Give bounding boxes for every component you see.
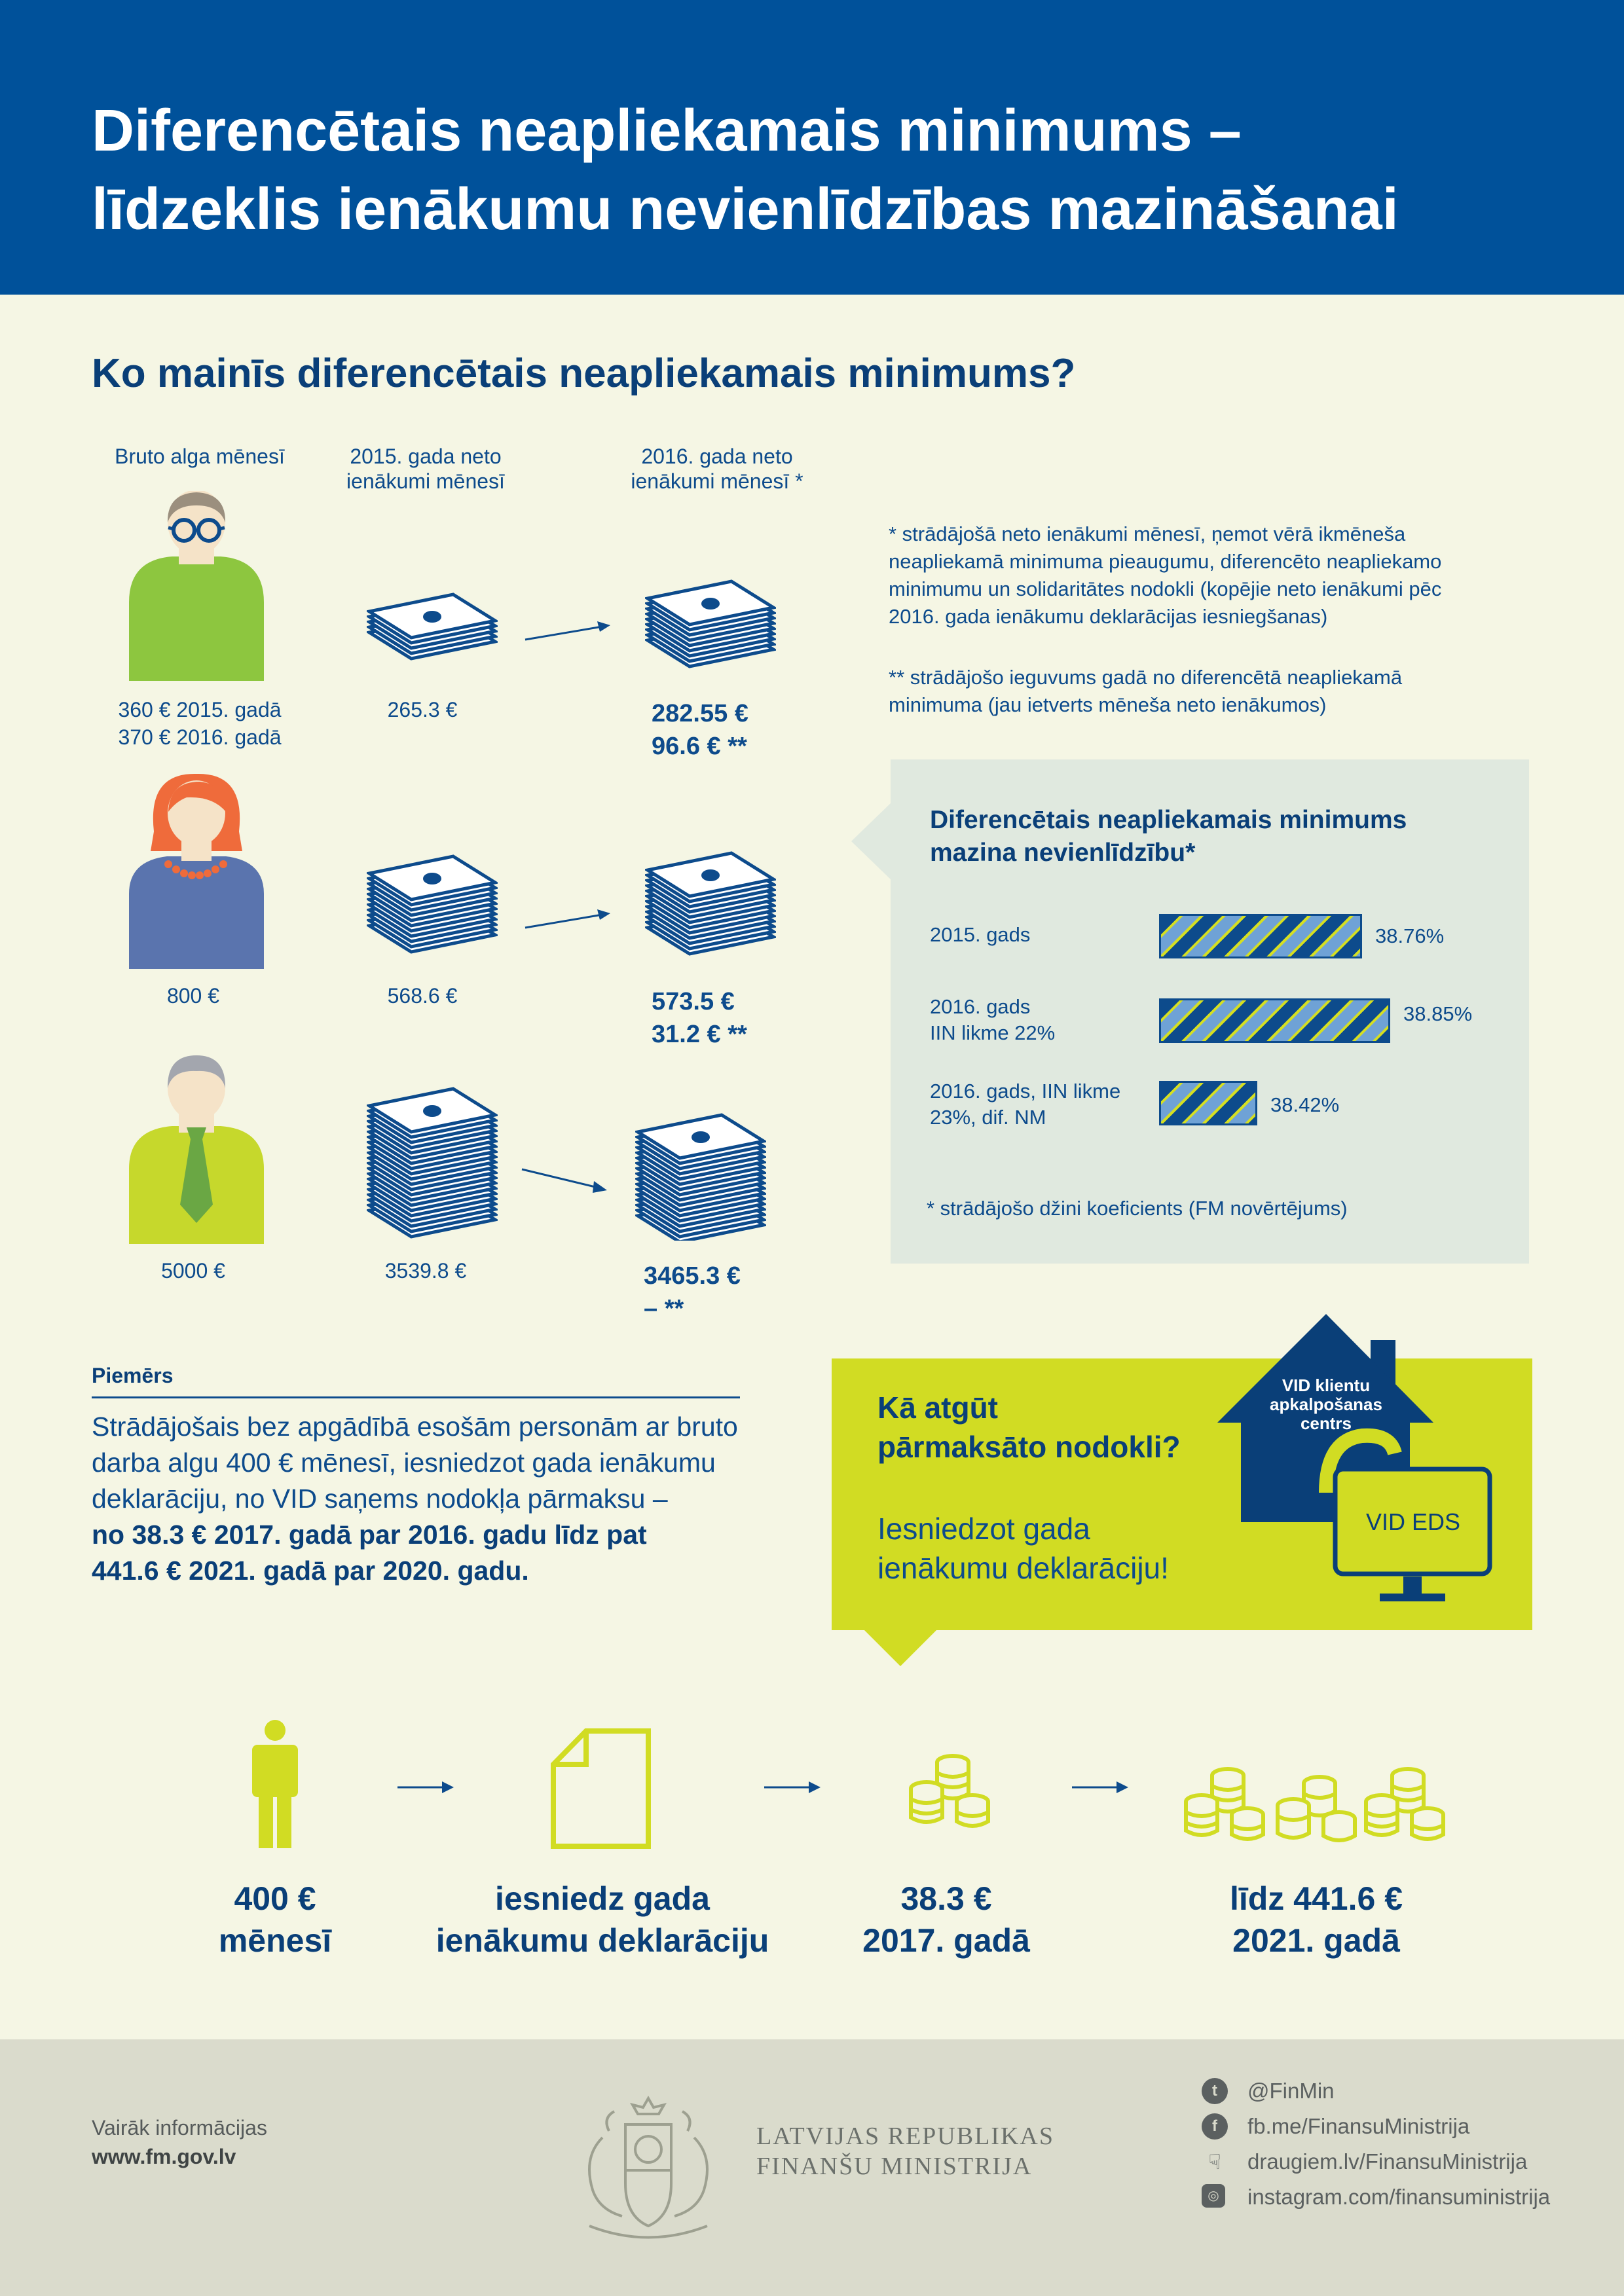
ministry-name (756, 2121, 1054, 2181)
step-1-label-line-2: mēnesī (218, 1922, 332, 1959)
gini-bar-label-2016-22 (930, 994, 1166, 1046)
gini-bar-label-2016-22-line-1: 2016. gads (930, 995, 1031, 1018)
gini-bar-value-2015: 38.76% (1375, 924, 1445, 947)
section-title: Ko mainīs diferencētais neapliekamais minimums? (92, 351, 1076, 396)
page-title-line-2: līdzeklis ienākumu nevienlīdzības mazināšanai (92, 177, 1399, 242)
row-2-net-2015: 568.6 € (387, 984, 458, 1008)
money-stack-icon (367, 851, 498, 956)
page-title (92, 92, 1565, 249)
arrow-right-icon (763, 1777, 822, 1797)
gini-panel-title-line-2: mazina nevienlīdzību* (930, 839, 1196, 867)
example-text (92, 1409, 747, 1589)
row-2-gross: 800 € (166, 984, 220, 1008)
example-text-line-3: deklarāciju, no VID saņems nodokļa pārmaksu – (92, 1484, 668, 1514)
gini-bar-2016-23 (1159, 1081, 1257, 1125)
row-3-net-2016: 3465.3 € (644, 1262, 741, 1290)
step-1-label (144, 1878, 406, 1961)
arrow-right-icon (396, 1777, 455, 1797)
example-text-line-4: no 38.3 € 2017. gadā par 2016. gadu līdz pat (92, 1520, 647, 1550)
example-heading: Piemērs (92, 1364, 174, 1387)
money-stack-icon (367, 589, 498, 668)
row-1-net-2016: 282.55 € (652, 700, 748, 727)
footer-website-link[interactable]: www.fm.gov.lv (92, 2145, 236, 2168)
ministry-name-line-1: LATVIJAS REPUBLIKAS (756, 2123, 1054, 2150)
row-3-net-2015: 3539.8 € (384, 1259, 467, 1283)
draugiem-icon: ☟ (1208, 2150, 1221, 2174)
row-1-gross-line-2: 370 € 2016. gadā (118, 725, 282, 749)
step-3-label (809, 1878, 1084, 1961)
column-header-bruto: Bruto alga mēnesī (115, 445, 285, 468)
money-stack-icon (645, 576, 776, 674)
house-label-line-1: VID klientu (1282, 1376, 1371, 1395)
gini-panel-title-line-1: Diferencētais neapliekamais minimums (930, 806, 1407, 834)
example-text-line-1: Strādājošais bez apgādībā esošām personām ar bruto (92, 1412, 738, 1442)
gini-bar-label-2016-23-line-2: 23%, dif. NM (930, 1106, 1046, 1129)
footer-more-info (92, 2113, 267, 2171)
arrow-right-icon (524, 619, 616, 645)
row-3-gain: – ** (644, 1295, 684, 1322)
gini-panel-pointer (851, 802, 892, 881)
column-header-net-2016-line-1: 2016. gada neto (641, 445, 793, 468)
house-label (1244, 1376, 1408, 1433)
draugiem-link[interactable]: draugiem.lv/FinansuMinistrija (1247, 2149, 1528, 2174)
money-stack-icon (367, 1084, 498, 1241)
money-stack-icon (645, 848, 776, 956)
gini-bar-label-2016-23 (930, 1078, 1166, 1131)
gini-bar-2015 (1159, 914, 1362, 958)
coins-icon (1182, 1761, 1267, 1846)
instagram-link[interactable]: instagram.com/finansuministrija (1247, 2185, 1551, 2209)
refund-answer (877, 1509, 1169, 1588)
row-1-gross (72, 696, 327, 751)
gini-bar-label-2016-22-line-2: IIN likme 22% (930, 1021, 1056, 1044)
row-3-gross: 5000 € (161, 1259, 225, 1283)
refund-answer-line-1: Iesniedzot gada (877, 1512, 1090, 1546)
gini-bar-value-2016-22: 38.85% (1403, 1002, 1473, 1025)
page-title-line-1: Diferencētais neapliekamais minimums – (92, 98, 1242, 164)
example-text-line-5: 441.6 € 2021. gadā par 2020. gadu. (92, 1556, 529, 1586)
step-3-label-line-1: 38.3 € (900, 1880, 992, 1917)
column-header-net-2016-line-2: ienākumi mēnesī * (631, 469, 803, 493)
footer-more-info-label: Vairāk informācijas (92, 2116, 267, 2140)
column-header-net-2015 (331, 444, 521, 494)
step-3-label-line-2: 2017. gadā (862, 1922, 1030, 1959)
row-1-gain: 96.6 € ** (652, 733, 747, 760)
instagram-icon: ◎ (1202, 2184, 1225, 2208)
step-1-label-line-1: 400 € (234, 1880, 316, 1917)
arrow-right-icon (1071, 1777, 1130, 1797)
row-2-gain: 31.2 € ** (652, 1021, 747, 1048)
refund-question-line-2: pārmaksāto nodokli? (877, 1430, 1181, 1464)
coins-icon (1362, 1761, 1447, 1846)
refund-panel-pointer (864, 1630, 936, 1666)
example-text-line-2: darba algu 400 € mēnesī, iesniedzot gada ienākumu (92, 1448, 716, 1478)
gini-bar-label-2015-line-1: 2015. gads (930, 923, 1031, 946)
refund-answer-line-2: ienākumu deklarāciju! (877, 1551, 1169, 1585)
footnote-single-star-line-3: minimumu un solidaritātes nodokli (kopējie neto ienākumi pēc (889, 577, 1442, 600)
gini-footnote: * strādājošo džini koeficients (FM novērtējums) (927, 1197, 1348, 1220)
person-woman-icon (121, 773, 272, 969)
step-2-label-line-1: iesniedz gada (495, 1880, 710, 1917)
gini-bar-label-2015 (930, 922, 1166, 948)
refund-question-line-1: Kā atgūt (877, 1391, 998, 1425)
gini-panel-title (930, 804, 1407, 869)
coins-icon (907, 1748, 992, 1833)
document-icon (550, 1728, 652, 1850)
house-label-line-3: centrs (1300, 1413, 1352, 1433)
gini-bar-2016-22 (1159, 998, 1390, 1043)
facebook-icon: f (1202, 2113, 1228, 2140)
step-4-label-line-1: līdz 441.6 € (1229, 1880, 1403, 1917)
person-figure-icon (246, 1719, 304, 1850)
gini-bar-value-2016-23: 38.42% (1270, 1093, 1340, 1116)
step-4-label-line-2: 2021. gadā (1232, 1922, 1400, 1959)
person-young-man-icon (121, 491, 272, 681)
footnote-single-star-line-1: * strādājošā neto ienākumi mēnesī, ņemot vērā ikmēneša (889, 522, 1406, 545)
footnote-double-star-line-1: ** strādājošo ieguvums gadā no diferencētā neapliekamā (889, 666, 1403, 689)
column-header-net-2015-line-1: 2015. gada neto (350, 445, 502, 468)
coins-icon (1274, 1774, 1359, 1846)
footnote-single-star-line-4: 2016. gada ienākumu deklarācijas iesniegšanas) (889, 605, 1328, 628)
column-header-net-2015-line-2: ienākumi mēnesī (346, 469, 505, 493)
step-4-label (1159, 1878, 1473, 1961)
row-1-gross-line-1: 360 € 2015. gadā (118, 698, 282, 721)
person-businessman-icon (121, 1054, 272, 1244)
footnote-single-star-line-2: neapliekamā minimuma pieaugumu, diferencēto neapliekamo (889, 550, 1442, 573)
step-2-label (399, 1878, 805, 1961)
row-1-net-2015: 265.3 € (387, 698, 458, 721)
monitor-icon (1333, 1467, 1493, 1607)
ministry-name-line-2: FINANŠU MINISTRIJA (756, 2153, 1033, 2180)
example-divider (92, 1396, 740, 1398)
facebook-link[interactable]: fb.me/FinansuMinistrija (1247, 2114, 1470, 2138)
step-2-label-line-2: ienākumu deklarāciju (435, 1922, 769, 1959)
row-2-net-2016: 573.5 € (652, 988, 735, 1015)
refund-question (877, 1388, 1181, 1467)
monitor-label: VID EDS (1365, 1508, 1461, 1535)
twitter-icon: t (1202, 2078, 1228, 2104)
arrow-right-icon (524, 907, 616, 933)
gini-bar-label-2016-23-line-1: 2016. gads, IIN likme (930, 1080, 1121, 1102)
footnote-single-star (889, 520, 1517, 630)
twitter-link[interactable]: @FinMin (1247, 2079, 1335, 2103)
money-stack-icon (635, 1110, 766, 1241)
column-header-net-2016 (612, 444, 822, 494)
house-label-line-2: apkalpošanas (1270, 1394, 1382, 1414)
arrow-right-icon (521, 1165, 612, 1198)
footnote-double-star (889, 664, 1517, 719)
footnote-double-star-line-2: minimuma (jau ietverts mēneša neto ienākumos) (889, 693, 1327, 716)
coat-of-arms-icon (563, 2085, 733, 2249)
